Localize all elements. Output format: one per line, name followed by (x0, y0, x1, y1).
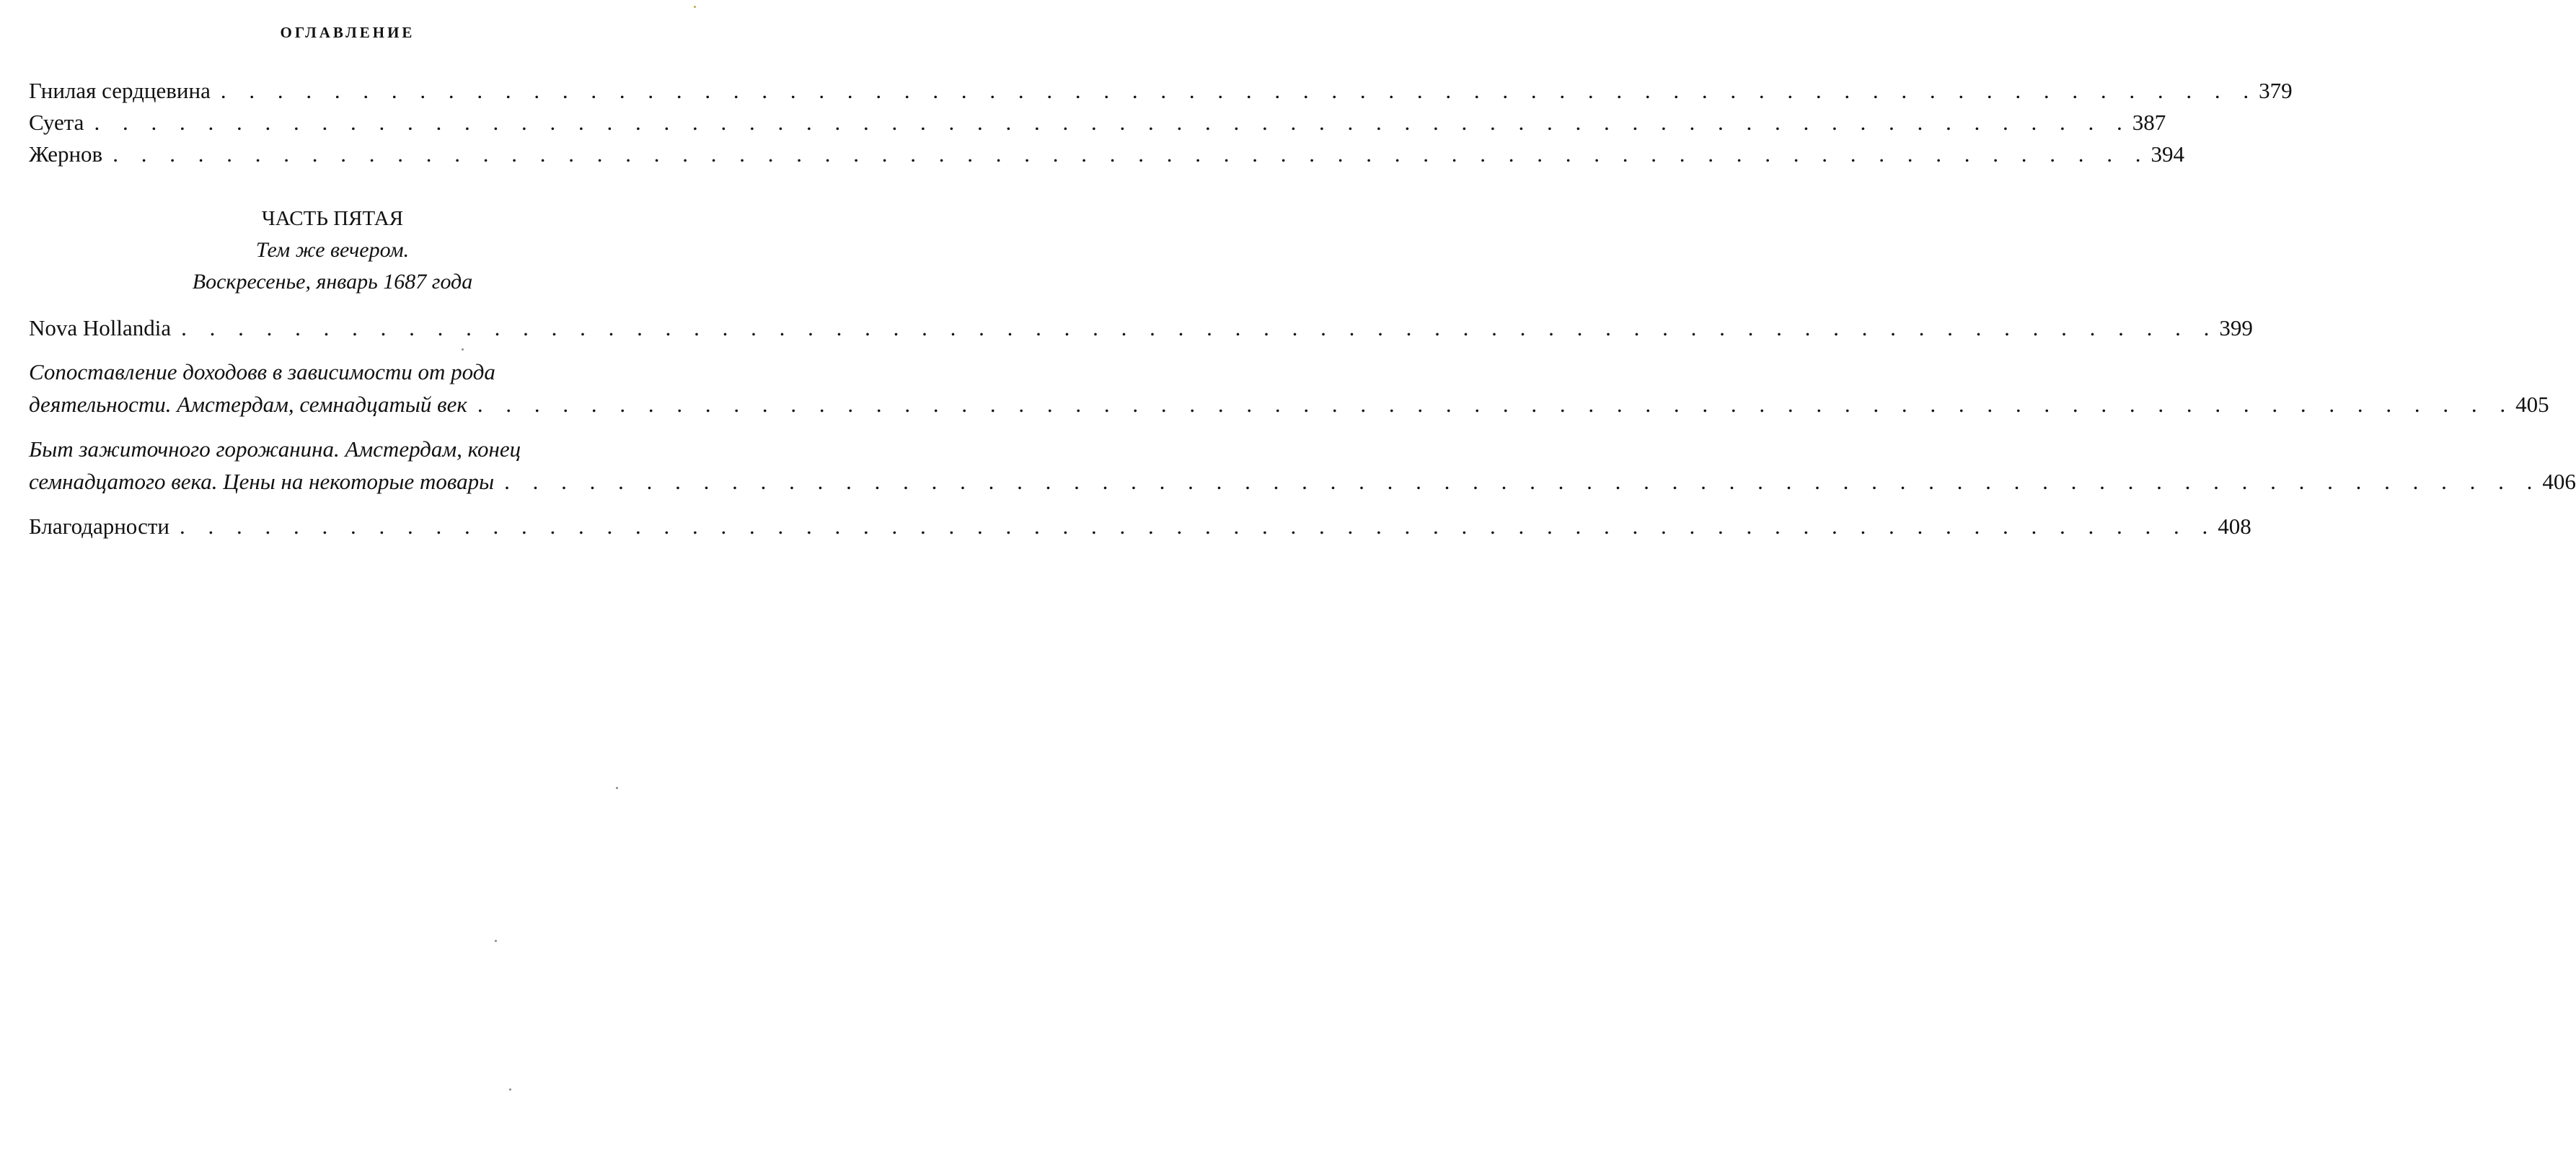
toc-entry (29, 312, 2253, 344)
part-subtitle: Воскресенье, январь 1687 года (192, 270, 473, 294)
toc-entry-title: семнадцатого века. Цены на некоторые товары (29, 469, 495, 494)
scan-speck (616, 787, 618, 789)
dot-leader: . . . . . . . . . . . . . . . . . . . . . . . . . . . . . . . . . . . . . . . . . . . . . . . . . . . . . . . . . . . . . . . . . . . . . . . . (179, 514, 2217, 539)
toc-entry-page: 406 (2542, 469, 2576, 494)
dot-leader: . . . . . . . . . . . . . . . . . . . . . . . . . . . . . . . . . . . . . . . . . . . . . . . . . . . . . . . . . . . . . . . . . . . . . . . . (113, 141, 2150, 167)
toc-entry (29, 511, 2251, 542)
toc-entry-page: 394 (2151, 141, 2184, 167)
toc-entry-page: 387 (2132, 110, 2166, 135)
dot-leader: . . . . . . . . . . . . . . . . . . . . . . . . . . . . . . . . . . . . . . . . . . . . . . . . . . . . . . . . . . . . . . . . . . . . . . . . (181, 315, 2218, 340)
dot-leader: . . . . . . . . . . . . . . . . . . . . . . . . . . . . . . . . . . . . . . . . . . . . . . . . . . . . . . . . . . . . . . . . . . . . . . . . (94, 110, 2131, 135)
toc-entry-title: Nova Hollandia (29, 315, 172, 340)
toc-entry (29, 138, 2184, 170)
toc-entry-page: 399 (2219, 315, 2253, 340)
toc-entry-title-line: Сопоставление доходовв в зависимости от рода (29, 359, 495, 384)
part-title: ЧАСТЬ ПЯТАЯ (261, 207, 404, 230)
toc-entry (29, 107, 2166, 138)
toc-entry-title: Гнилая сердцевина (29, 78, 211, 103)
toc-entry-title: Жернов (29, 141, 103, 167)
dot-leader: . . . . . . . . . . . . . . . . . . . . . . . . . . . . . . . . . . . . . . . . . . . . . . . . . . . . . . . . . . . . . . . . . . . . . . . . (504, 469, 2541, 494)
toc-entry (29, 466, 2576, 498)
toc-entry-page: 379 (2259, 78, 2293, 103)
toc-entry (29, 389, 2549, 421)
scan-speck (509, 1088, 511, 1091)
running-head: ОГЛАВЛЕНИЕ (280, 24, 415, 41)
toc-entry-title: Благодарности (29, 514, 169, 539)
toc-entry (29, 75, 2293, 107)
toc-entry-title: Суета (29, 110, 84, 135)
toc-entry-page: 405 (2515, 392, 2549, 417)
scan-speck (694, 6, 696, 8)
scan-speck (495, 940, 497, 942)
dot-leader: . . . . . . . . . . . . . . . . . . . . . . . . . . . . . . . . . . . . . . . . . . . . . . . . . . . . . . . . . . . . . . . . . . . . . . . . (220, 78, 2258, 103)
dot-leader: . . . . . . . . . . . . . . . . . . . . . . . . . . . . . . . . . . . . . . . . . . . . . . . . . . . . . . . . . . . . . . . . . . . . . . . . (477, 392, 2515, 417)
scan-speck (462, 348, 464, 351)
toc-entry-page: 408 (2218, 514, 2251, 539)
part-subtitle: Тем же вечером. (255, 238, 410, 262)
toc-entry-title: деятельности. Амстердам, семнадцатый век (29, 392, 467, 417)
toc-entry-title-line: Быт зажиточного горожанина. Амстердам, конец (29, 436, 521, 462)
